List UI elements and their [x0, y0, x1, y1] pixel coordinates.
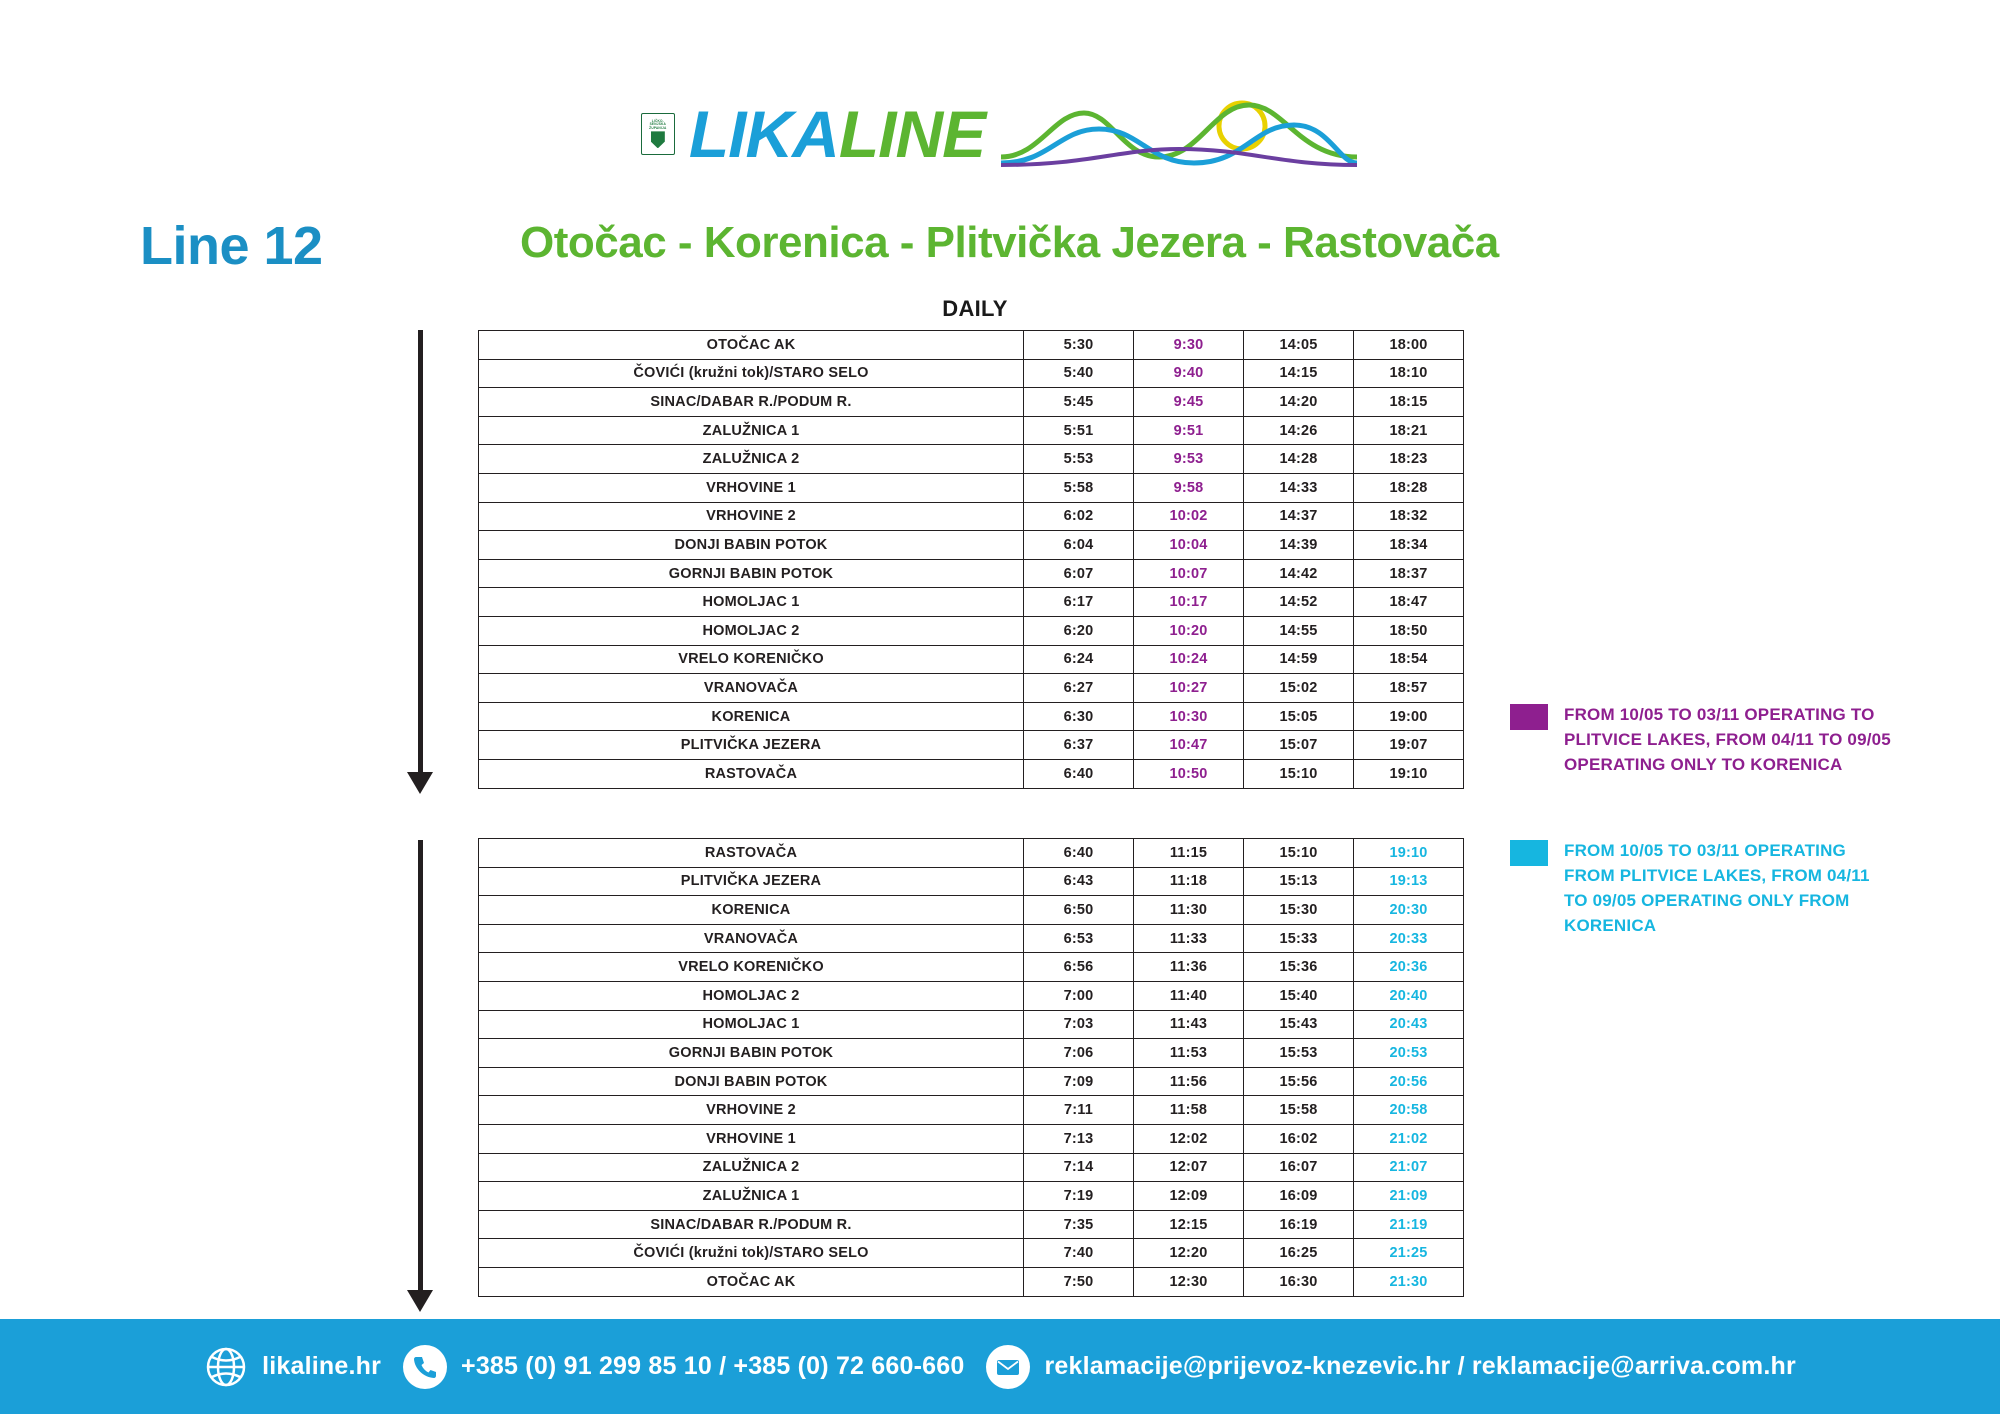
- departure-time: 10:47: [1134, 731, 1244, 760]
- stop-name: HOMOLJAC 2: [479, 616, 1024, 645]
- departure-time: 16:30: [1244, 1267, 1354, 1296]
- departure-time: 16:09: [1244, 1182, 1354, 1211]
- table-row: [479, 953, 1464, 982]
- brand-header: [0, 96, 2000, 172]
- departure-time: 5:58: [1024, 473, 1134, 502]
- contact-footer: [0, 1319, 2000, 1414]
- departure-time: 7:03: [1024, 1010, 1134, 1039]
- departure-time: 11:56: [1134, 1067, 1244, 1096]
- table-row: [479, 1010, 1464, 1039]
- stop-name: ZALUŽNICA 2: [479, 1153, 1024, 1182]
- departure-time: 15:36: [1244, 953, 1354, 982]
- departure-time: 10:27: [1134, 674, 1244, 703]
- departure-time: 6:04: [1024, 531, 1134, 560]
- departure-time: 12:30: [1134, 1267, 1244, 1296]
- table-row: [479, 1210, 1464, 1239]
- departure-time: 14:33: [1244, 473, 1354, 502]
- departure-time: 15:02: [1244, 674, 1354, 703]
- logo-part-lika: LIKA: [688, 97, 839, 171]
- departure-time: 7:19: [1024, 1182, 1134, 1211]
- departure-time: 20:40: [1354, 981, 1464, 1010]
- stop-name: HOMOLJAC 1: [479, 588, 1024, 617]
- table-row: [479, 388, 1464, 417]
- departure-time: 21:19: [1354, 1210, 1464, 1239]
- departure-time: 15:07: [1244, 731, 1354, 760]
- stop-name: OTOČAC AK: [479, 1267, 1024, 1296]
- table-row: [479, 359, 1464, 388]
- departure-time: 15:53: [1244, 1039, 1354, 1068]
- departure-time: 7:35: [1024, 1210, 1134, 1239]
- departure-time: 19:13: [1354, 867, 1464, 896]
- phone-contact[interactable]: [403, 1345, 964, 1389]
- table-row: [479, 1267, 1464, 1296]
- departure-time: 16:25: [1244, 1239, 1354, 1268]
- table-row: [479, 1096, 1464, 1125]
- departure-time: 14:42: [1244, 559, 1354, 588]
- table-row: [479, 674, 1464, 703]
- departure-time: 7:13: [1024, 1124, 1134, 1153]
- departure-time: 18:00: [1354, 331, 1464, 360]
- departure-time: 6:07: [1024, 559, 1134, 588]
- table-row: [479, 502, 1464, 531]
- departure-time: 18:28: [1354, 473, 1464, 502]
- legend-text-purple: FROM 10/05 TO 03/11 OPERATING TO PLITVICE LAKES, FROM 04/11 TO 09/05 OPERATING ONLY TO KORENICA: [1564, 705, 1891, 774]
- departure-time: 6:30: [1024, 702, 1134, 731]
- departure-time: 15:30: [1244, 896, 1354, 925]
- departure-time: 7:11: [1024, 1096, 1134, 1125]
- table-row: [479, 759, 1464, 788]
- departure-time: 10:02: [1134, 502, 1244, 531]
- table-row: [479, 1153, 1464, 1182]
- stop-name: VRANOVAČA: [479, 674, 1024, 703]
- departure-time: 10:50: [1134, 759, 1244, 788]
- departure-time: 15:33: [1244, 924, 1354, 953]
- departure-time: 9:53: [1134, 445, 1244, 474]
- departure-time: 14:39: [1244, 531, 1354, 560]
- email-contact[interactable]: [986, 1345, 1795, 1389]
- departure-time: 11:43: [1134, 1010, 1244, 1039]
- table-row: [479, 896, 1464, 925]
- departure-time: 7:50: [1024, 1267, 1134, 1296]
- stop-name: ZALUŽNICA 1: [479, 1182, 1024, 1211]
- stop-name: RASTOVAČA: [479, 759, 1024, 788]
- logo-part-line: LINE: [838, 97, 986, 171]
- departure-time: 15:40: [1244, 981, 1354, 1010]
- departure-time: 16:07: [1244, 1153, 1354, 1182]
- departure-time: 20:33: [1354, 924, 1464, 953]
- departure-time: 14:59: [1244, 645, 1354, 674]
- stop-name: GORNJI BABIN POTOK: [479, 1039, 1024, 1068]
- table-row: [479, 559, 1464, 588]
- departure-time: 11:36: [1134, 953, 1244, 982]
- departure-time: 11:53: [1134, 1039, 1244, 1068]
- departure-time: 6:37: [1024, 731, 1134, 760]
- stop-name: GORNJI BABIN POTOK: [479, 559, 1024, 588]
- departure-time: 11:15: [1134, 839, 1244, 868]
- departure-time: 10:07: [1134, 559, 1244, 588]
- departure-time: 10:17: [1134, 588, 1244, 617]
- direction-arrow-return: [407, 840, 433, 1312]
- departure-time: 6:40: [1024, 759, 1134, 788]
- departure-time: 9:51: [1134, 416, 1244, 445]
- departure-time: 11:40: [1134, 981, 1244, 1010]
- departure-time: 18:32: [1354, 502, 1464, 531]
- table-row: [479, 702, 1464, 731]
- table-row: [479, 645, 1464, 674]
- departure-time: 18:57: [1354, 674, 1464, 703]
- departure-time: 19:07: [1354, 731, 1464, 760]
- departure-time: 18:37: [1354, 559, 1464, 588]
- table-row: [479, 531, 1464, 560]
- departure-time: 21:09: [1354, 1182, 1464, 1211]
- departure-time: 18:50: [1354, 616, 1464, 645]
- departure-time: 11:58: [1134, 1096, 1244, 1125]
- departure-time: 19:10: [1354, 759, 1464, 788]
- table-row: [479, 1039, 1464, 1068]
- departure-time: 14:37: [1244, 502, 1354, 531]
- stop-name: PLITVIČKA JEZERA: [479, 867, 1024, 896]
- departure-time: 14:28: [1244, 445, 1354, 474]
- table-row: [479, 1067, 1464, 1096]
- table-row: [479, 1182, 1464, 1211]
- stop-name: DONJI BABIN POTOK: [479, 531, 1024, 560]
- timetable-outbound: [478, 330, 1464, 789]
- table-row: [479, 1124, 1464, 1153]
- departure-time: 5:51: [1024, 416, 1134, 445]
- departure-time: 15:10: [1244, 839, 1354, 868]
- departure-time: 12:09: [1134, 1182, 1244, 1211]
- table-row: [479, 981, 1464, 1010]
- departure-time: 6:17: [1024, 588, 1134, 617]
- legend-swatch-purple: [1510, 704, 1548, 730]
- stop-name: ZALUŽNICA 1: [479, 416, 1024, 445]
- departure-time: 18:15: [1354, 388, 1464, 417]
- departure-time: 16:19: [1244, 1210, 1354, 1239]
- departure-time: 11:30: [1134, 896, 1244, 925]
- departure-time: 9:30: [1134, 331, 1244, 360]
- stop-name: KORENICA: [479, 702, 1024, 731]
- stop-name: PLITVIČKA JEZERA: [479, 731, 1024, 760]
- departure-time: 18:34: [1354, 531, 1464, 560]
- departure-time: 12:15: [1134, 1210, 1244, 1239]
- table-row: [479, 867, 1464, 896]
- departure-time: 6:20: [1024, 616, 1134, 645]
- departure-time: 6:53: [1024, 924, 1134, 953]
- legend-text-cyan: FROM 10/05 TO 03/11 OPERATING FROM PLITVICE LAKES, FROM 04/11 TO 09/05 OPERATING ONLY FROM KORENICA: [1564, 841, 1870, 935]
- stop-name: VRHOVINE 2: [479, 502, 1024, 531]
- departure-time: 5:53: [1024, 445, 1134, 474]
- departure-time: 12:20: [1134, 1239, 1244, 1268]
- departure-time: 11:18: [1134, 867, 1244, 896]
- departure-time: 19:10: [1354, 839, 1464, 868]
- phone-label: +385 (0) 91 299 85 10 / +385 (0) 72 660-660: [461, 1352, 965, 1380]
- stop-name: ČOVIĆI (kružni tok)/STARO SELO: [479, 1239, 1024, 1268]
- stop-name: VRHOVINE 1: [479, 1124, 1024, 1153]
- crest-caption: LIČKO-SENJSKA ŽUPANIJA: [649, 118, 667, 130]
- globe-icon: [204, 1345, 248, 1389]
- stop-name: VRELO KORENIČKO: [479, 953, 1024, 982]
- departure-time: 20:56: [1354, 1067, 1464, 1096]
- shield-icon: [651, 131, 665, 148]
- stop-name: ZALUŽNICA 2: [479, 445, 1024, 474]
- departure-time: 6:56: [1024, 953, 1134, 982]
- stop-name: VRELO KORENIČKO: [479, 645, 1024, 674]
- departure-time: 20:58: [1354, 1096, 1464, 1125]
- stop-name: RASTOVAČA: [479, 839, 1024, 868]
- table-row: [479, 416, 1464, 445]
- departure-time: 6:50: [1024, 896, 1134, 925]
- departure-time: 14:20: [1244, 388, 1354, 417]
- envelope-icon: [986, 1345, 1030, 1389]
- departure-time: 6:40: [1024, 839, 1134, 868]
- stop-name: HOMOLJAC 2: [479, 981, 1024, 1010]
- stop-name: OTOČAC AK: [479, 331, 1024, 360]
- departure-time: 14:26: [1244, 416, 1354, 445]
- departure-time: 7:40: [1024, 1239, 1134, 1268]
- departure-time: 6:27: [1024, 674, 1134, 703]
- departure-time: 7:14: [1024, 1153, 1134, 1182]
- departure-time: 7:06: [1024, 1039, 1134, 1068]
- phone-icon: [403, 1345, 447, 1389]
- website-contact[interactable]: [204, 1345, 381, 1389]
- departure-time: 15:56: [1244, 1067, 1354, 1096]
- departure-time: 18:54: [1354, 645, 1464, 674]
- table-row: [479, 924, 1464, 953]
- stop-name: SINAC/DABAR R./PODUM R.: [479, 1210, 1024, 1239]
- departure-time: 21:07: [1354, 1153, 1464, 1182]
- departure-time: 9:40: [1134, 359, 1244, 388]
- table-row: [479, 1239, 1464, 1268]
- table-row: [479, 445, 1464, 474]
- email-label: reklamacije@prijevoz-knezevic.hr / reklamacije@arriva.com.hr: [1044, 1352, 1796, 1380]
- departure-time: 5:40: [1024, 359, 1134, 388]
- table-row: [479, 616, 1464, 645]
- stop-name: VRHOVINE 1: [479, 473, 1024, 502]
- website-label: likaline.hr: [262, 1352, 382, 1380]
- departure-time: 21:30: [1354, 1267, 1464, 1296]
- departure-time: 20:53: [1354, 1039, 1464, 1068]
- departure-time: 10:04: [1134, 531, 1244, 560]
- stop-name: ČOVIĆI (kružni tok)/STARO SELO: [479, 359, 1024, 388]
- table-row: [479, 473, 1464, 502]
- departure-time: 15:13: [1244, 867, 1354, 896]
- timetable-return: [478, 838, 1464, 1297]
- departure-time: 5:30: [1024, 331, 1134, 360]
- departure-time: 18:47: [1354, 588, 1464, 617]
- departure-time: 9:45: [1134, 388, 1244, 417]
- departure-time: 11:33: [1134, 924, 1244, 953]
- departure-time: 10:30: [1134, 702, 1244, 731]
- departure-time: 19:00: [1354, 702, 1464, 731]
- table-row: [479, 839, 1464, 868]
- departure-time: 18:10: [1354, 359, 1464, 388]
- legend-swatch-cyan: [1510, 840, 1548, 866]
- departure-time: 16:02: [1244, 1124, 1354, 1153]
- departure-time: 15:58: [1244, 1096, 1354, 1125]
- stop-name: VRANOVAČA: [479, 924, 1024, 953]
- table-row: [479, 331, 1464, 360]
- departure-time: 20:36: [1354, 953, 1464, 982]
- route-title: Otočac - Korenica - Plitvička Jezera - Rastovača: [520, 218, 1499, 267]
- departure-time: 7:00: [1024, 981, 1134, 1010]
- departure-time: 6:43: [1024, 867, 1134, 896]
- stop-name: SINAC/DABAR R./PODUM R.: [479, 388, 1024, 417]
- departure-time: 15:43: [1244, 1010, 1354, 1039]
- departure-time: 12:02: [1134, 1124, 1244, 1153]
- departure-time: 20:43: [1354, 1010, 1464, 1039]
- legend-purple: [1510, 702, 1894, 777]
- departure-time: 10:20: [1134, 616, 1244, 645]
- departure-time: 6:24: [1024, 645, 1134, 674]
- departure-time: 14:55: [1244, 616, 1354, 645]
- departure-time: 21:02: [1354, 1124, 1464, 1153]
- stop-name: KORENICA: [479, 896, 1024, 925]
- hills-swoosh-icon: [999, 99, 1359, 169]
- schedule-type-label: DAILY: [942, 296, 1008, 321]
- stop-name: HOMOLJAC 1: [479, 1010, 1024, 1039]
- departure-time: 9:58: [1134, 473, 1244, 502]
- departure-time: 6:02: [1024, 502, 1134, 531]
- departure-time: 18:23: [1354, 445, 1464, 474]
- stop-name: DONJI BABIN POTOK: [479, 1067, 1024, 1096]
- line-number-label: Line 12: [140, 216, 323, 276]
- departure-time: 14:05: [1244, 331, 1354, 360]
- stop-name: VRHOVINE 2: [479, 1096, 1024, 1125]
- table-row: [479, 588, 1464, 617]
- departure-time: 5:45: [1024, 388, 1134, 417]
- likaline-logo: [689, 96, 985, 172]
- departure-time: 14:52: [1244, 588, 1354, 617]
- departure-time: 7:09: [1024, 1067, 1134, 1096]
- legend-cyan: [1510, 838, 1894, 938]
- departure-time: 21:25: [1354, 1239, 1464, 1268]
- departure-time: 18:21: [1354, 416, 1464, 445]
- departure-time: 10:24: [1134, 645, 1244, 674]
- departure-time: 15:10: [1244, 759, 1354, 788]
- county-crest-icon: [641, 113, 675, 155]
- departure-time: 12:07: [1134, 1153, 1244, 1182]
- departure-time: 14:15: [1244, 359, 1354, 388]
- direction-arrow-outbound: [407, 330, 433, 794]
- table-row: [479, 731, 1464, 760]
- departure-time: 20:30: [1354, 896, 1464, 925]
- departure-time: 15:05: [1244, 702, 1354, 731]
